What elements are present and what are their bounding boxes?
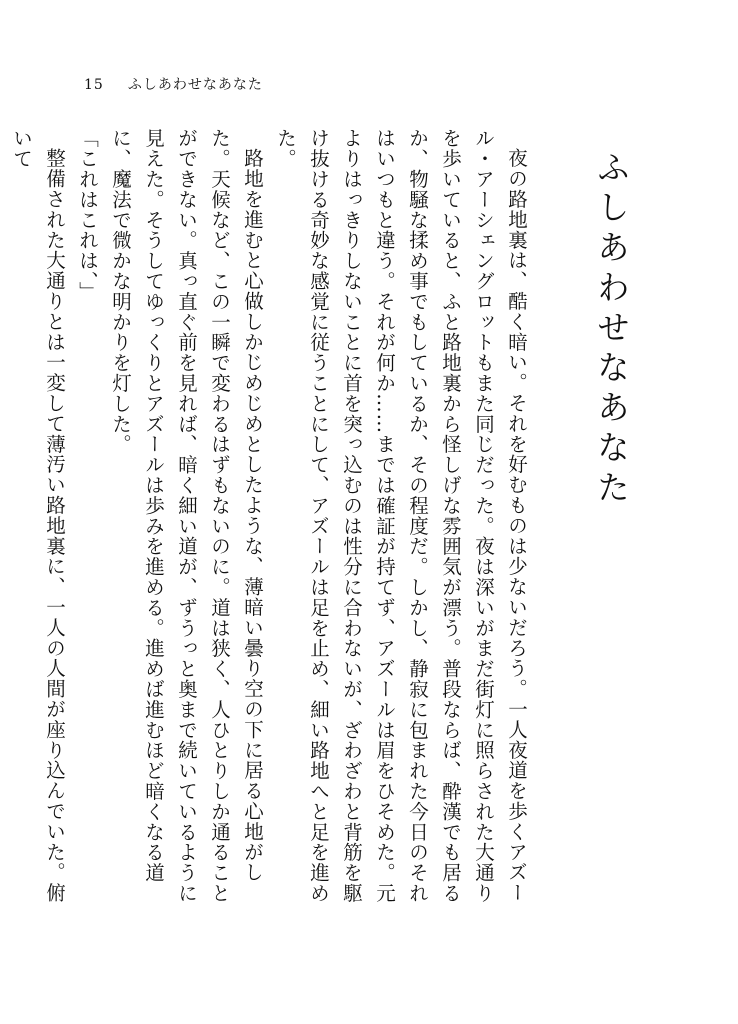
paragraph: 路地を進むと心做しかじめじめとしたような、薄暗い曇り空の下に居る心地がした。天候など、この一瞬で変わるはずもないのに。道は狭く、人ひとりしか通ることができない。真っ直ぐ前を見れば、暗く細い道が、ずうっと奥まで続いているように見えた。そうしてゆっくりとアズールは歩みを進める。進めば進むほど暗くなる道に、魔法で微かな明かりを灯した。 xyxy=(109,128,264,904)
dialogue-line: 「これはこれは、」 xyxy=(76,128,99,302)
body-text xyxy=(10,128,533,908)
paragraph: 夜の路地裏は、酷く暗い。それを好むものは少ないだろう。一人夜道を歩くアズール・アーシェングロットもまた同じだった。夜は深いがまだ街灯に照らされた大通りを歩いていると、ふと路地裏から怪しげな雰囲気が漂う。普段ならば、酔漢でも居るか、物騒な揉め事でもしているか、その程度だ。しかし、静寂に包まれた今日のそれはいつもと違う。それが何か……までは確証が持てず、アズールは眉をひそめた。元よりはっきりしないことに首を突っ込むのは性分に合わないが、ざわざわと背筋を駆け抜ける奇妙な感覚に従うことにして、アズールは足を止め、細い路地へと足を進めた。 xyxy=(274,128,528,904)
running-title: ふしあわせなあなた xyxy=(127,77,263,93)
chapter-title: ふしあわせなあなた xyxy=(592,150,631,510)
paragraph: 整備された大通りとは一変して薄汚い路地裏に、一人の人間が座り込んでいた。俯いて xyxy=(10,128,66,903)
running-header xyxy=(84,74,263,94)
page-number: 15 xyxy=(84,77,104,93)
